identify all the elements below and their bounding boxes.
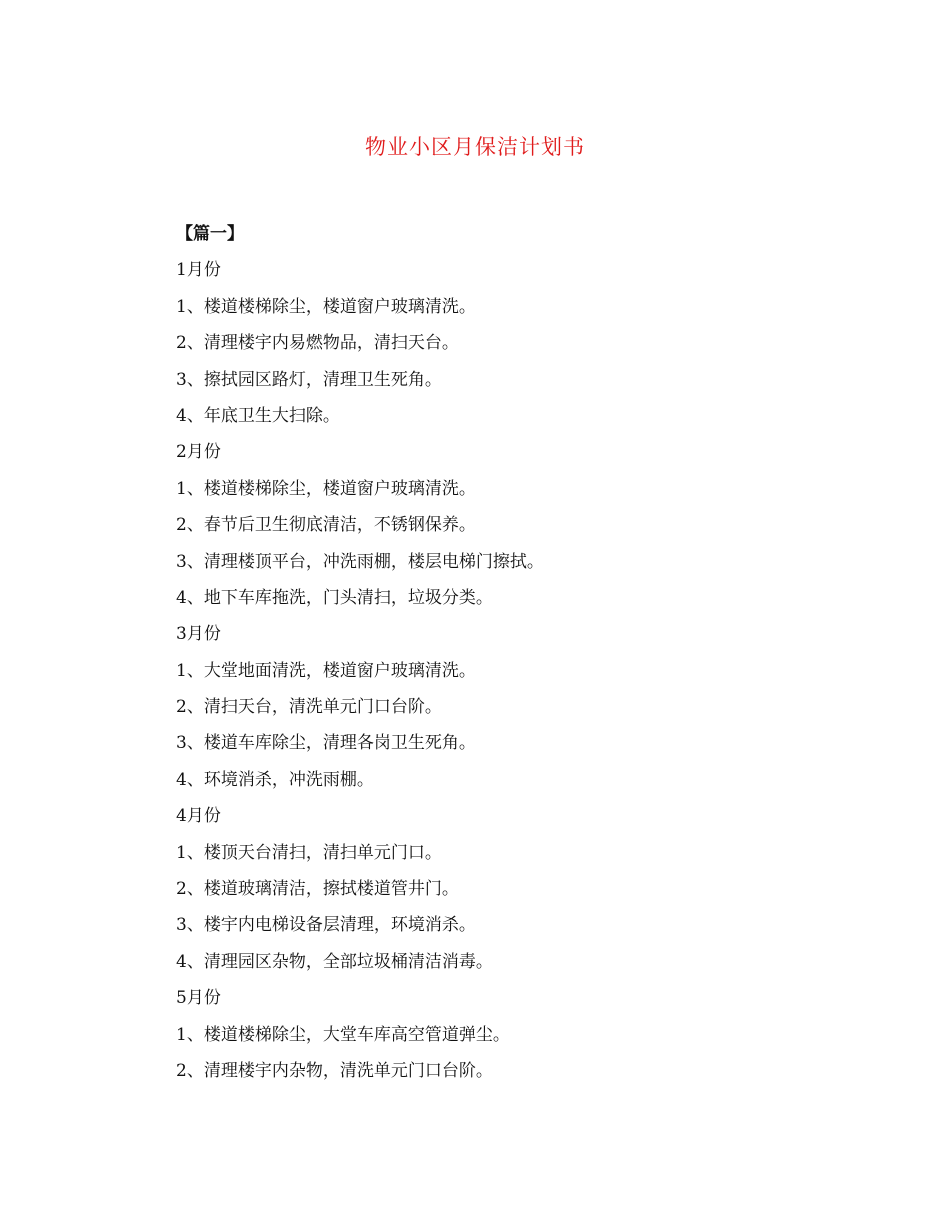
task-item: 3、楼宇内电梯设备层清理，环境消杀。 bbox=[176, 915, 476, 936]
month-heading: 4月份 bbox=[176, 806, 221, 827]
month-heading: 5月份 bbox=[176, 988, 221, 1009]
task-item: 2、楼道玻璃清洁，擦拭楼道管井门。 bbox=[176, 879, 459, 900]
task-item: 4、地下车库拖洗，门头清扫，垃圾分类。 bbox=[176, 587, 493, 608]
task-item: 3、擦拭园区路灯，清理卫生死角。 bbox=[176, 369, 442, 390]
month-block-1 bbox=[176, 252, 876, 434]
task-item: 1、大堂地面清洗，楼道窗户玻璃清洗。 bbox=[176, 660, 476, 681]
task-item: 3、清理楼顶平台，冲洗雨棚，楼层电梯门擦拭。 bbox=[176, 551, 544, 572]
month-block-2 bbox=[176, 434, 876, 616]
month-block-4 bbox=[176, 798, 876, 980]
month-heading: 3月份 bbox=[176, 624, 221, 645]
month-block-3 bbox=[176, 616, 876, 798]
task-item: 3、楼道车库除尘，清理各岗卫生死角。 bbox=[176, 733, 476, 754]
task-item: 4、清理园区杂物，全部垃圾桶清洁消毒。 bbox=[176, 951, 493, 972]
task-item: 1、楼道楼梯除尘，楼道窗户玻璃清洗。 bbox=[176, 478, 476, 499]
task-item: 2、清理楼宇内易燃物品，清扫天台。 bbox=[176, 333, 459, 354]
task-item: 2、清理楼宇内杂物，清洗单元门口台阶。 bbox=[176, 1060, 493, 1081]
task-item: 2、清扫天台，清洗单元门口台阶。 bbox=[176, 697, 442, 718]
section-label: 【篇一】 bbox=[176, 224, 244, 244]
month-heading: 1月份 bbox=[176, 260, 221, 281]
task-item: 4、环境消杀，冲洗雨棚。 bbox=[176, 769, 374, 790]
task-item: 4、年底卫生大扫除。 bbox=[176, 405, 340, 426]
task-item: 1、楼顶天台清扫，清扫单元门口。 bbox=[176, 842, 442, 863]
task-item: 2、春节后卫生彻底清洁，不锈钢保养。 bbox=[176, 515, 476, 536]
month-heading: 2月份 bbox=[176, 442, 221, 463]
document-title: 物业小区月保洁计划书 bbox=[365, 135, 585, 159]
task-item: 1、楼道楼梯除尘，楼道窗户玻璃清洗。 bbox=[176, 296, 476, 317]
month-block-5 bbox=[176, 980, 876, 1089]
task-item: 1、楼道楼梯除尘，大堂车库高空管道弹尘。 bbox=[176, 1024, 510, 1045]
document-body bbox=[176, 216, 876, 1089]
